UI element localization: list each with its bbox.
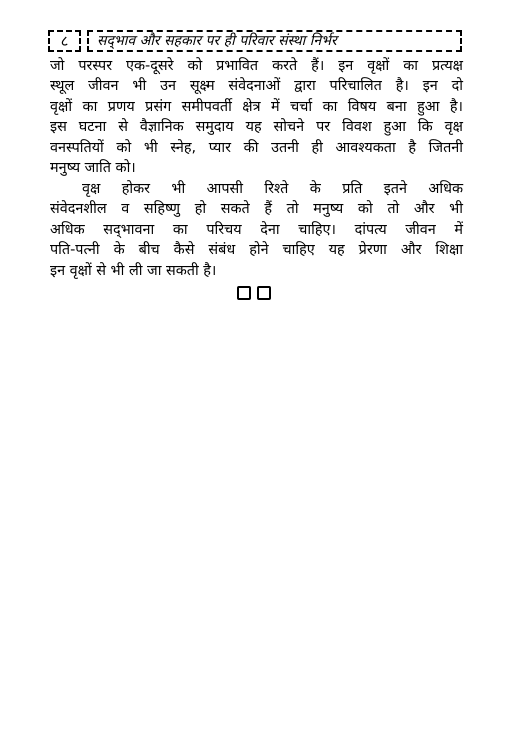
- page-number: ८: [48, 30, 81, 52]
- text-line: वनस्पतियों को भी स्नेह, प्यार की उतनी ही आवश्यकता है जितनी: [50, 139, 463, 156]
- end-square-icon: [257, 286, 271, 300]
- text-line: जो परस्पर एक-दूसरे को प्रभावित करते हैं। इन वृक्षों का प्रत्यक्ष: [50, 58, 463, 74]
- paragraph-1: [50, 56, 463, 178]
- text-line: वृक्षों का प्रणय प्रसंग समीपवर्ती क्षेत्र में चर्चा का विषय बना हुआ है।: [50, 98, 463, 115]
- end-square-icon: [237, 286, 251, 300]
- paragraph-2: [50, 179, 463, 281]
- section-end-mark: [237, 286, 277, 302]
- running-title: सद्‌भाव और सहकार पर ही परिवार संस्था निर्भर: [87, 30, 462, 52]
- text-line: स्थूल जीवन भी उन सूक्ष्म संवेदनाओं द्वारा परिचालित है। इन दो: [50, 78, 463, 95]
- text-line: इस घटना से वैज्ञानिक समुदाय यह सोचने पर विवश हुआ कि वृक्ष: [50, 119, 463, 136]
- text-line: पति-पत्नी के बीच कैसे संबंध होने चाहिए यह प्रेरणा और शिक्षा: [50, 242, 463, 259]
- page-header: [48, 30, 462, 54]
- text-line: वृक्ष होकर भी आपसी रिश्ते के प्रति इतने अधिक: [82, 181, 463, 197]
- text-line: मनुष्य जाति को।: [50, 160, 136, 177]
- text-line: अधिक सद्‌भावना का परिचय देना चाहिए। दांपत्य जीवन में: [50, 221, 463, 238]
- text-line: इन वृक्षों से भी ली जा सकती है।: [50, 262, 217, 279]
- text-line: संवेदनशील व सहिष्णु हो सकते हैं तो मनुष्य को तो और भी: [50, 201, 463, 218]
